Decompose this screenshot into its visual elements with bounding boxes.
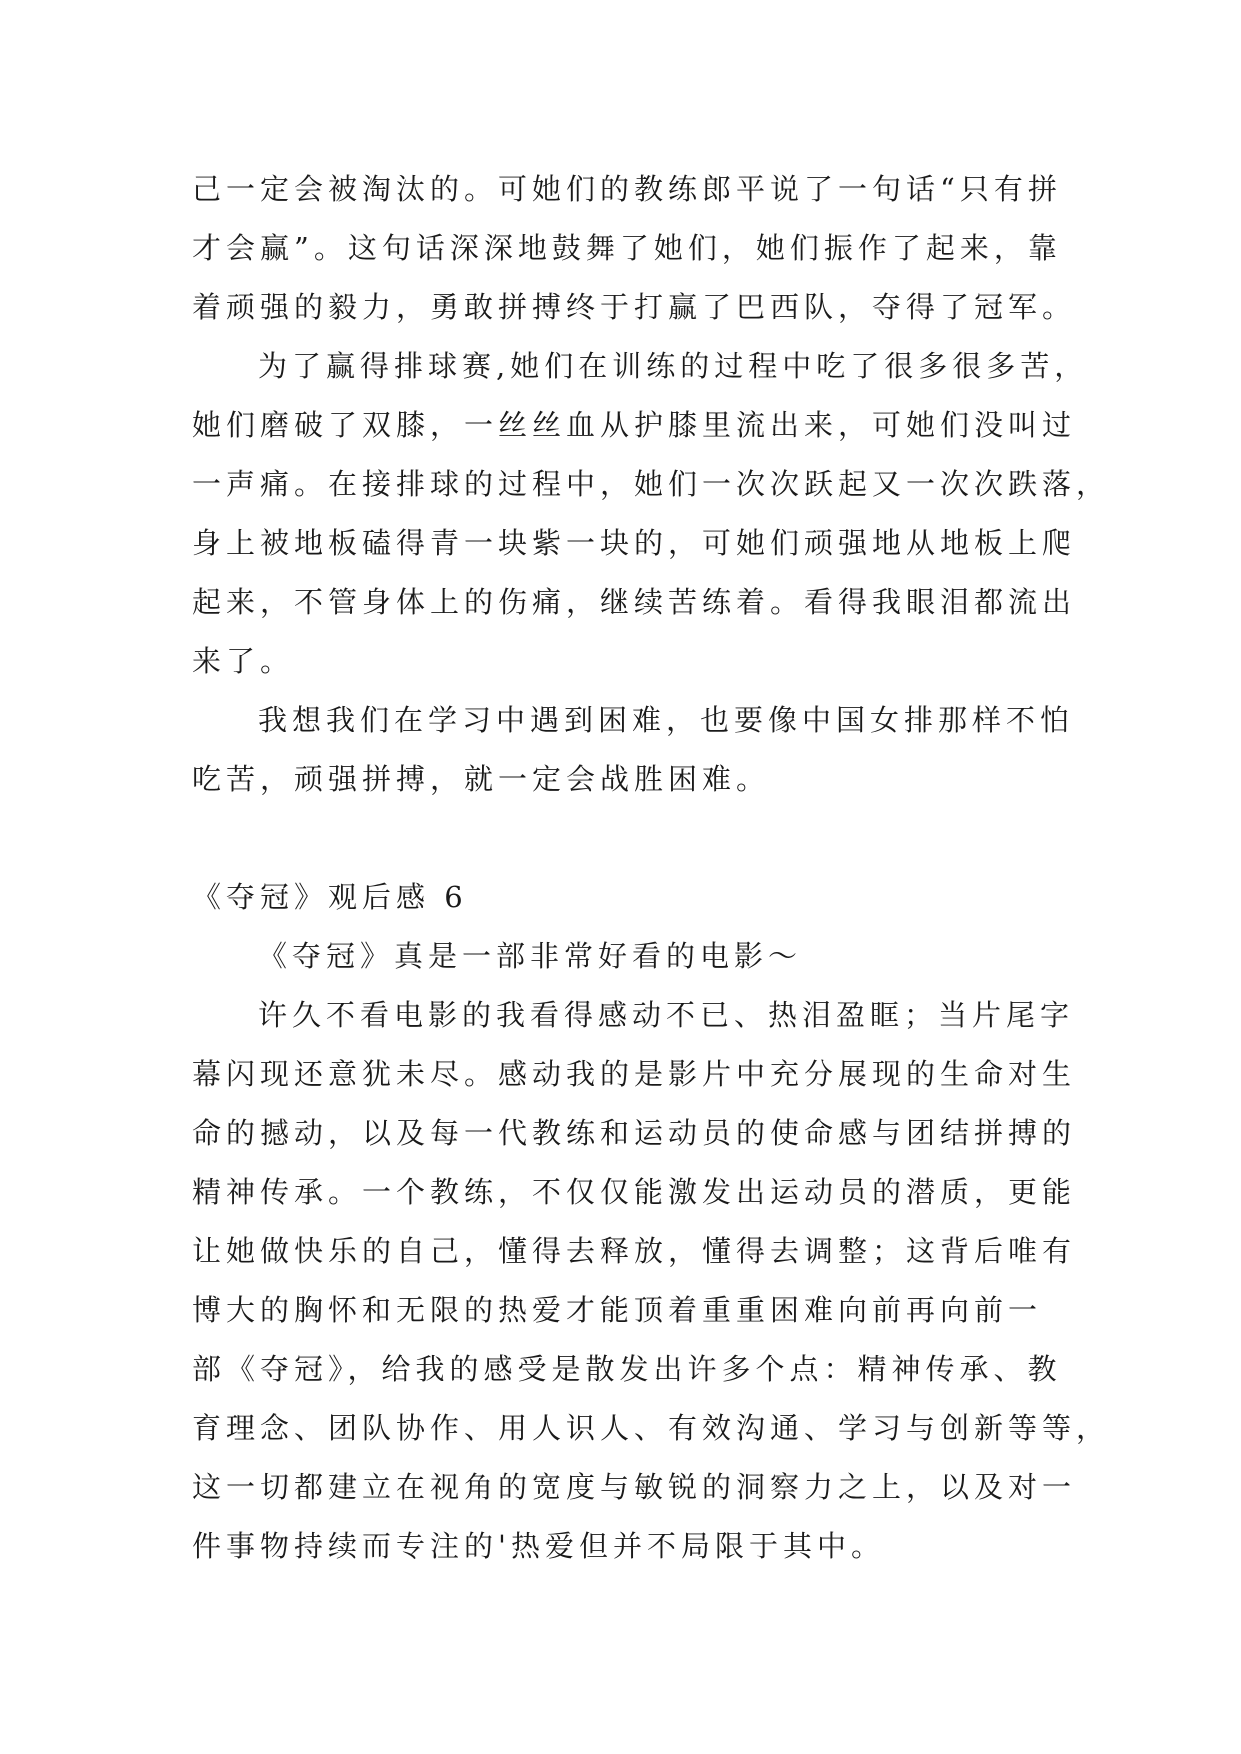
body-text-line: 让她做快乐的自己，懂得去释放，懂得去调整；这背后唯有: [192, 1234, 1077, 1268]
paragraph-start-line: 许久不看电影的我看得感动不已、热泪盈眶；当片尾字: [258, 998, 1075, 1032]
body-text-line: 才会赢”。这句话深深地鼓舞了她们，她们振作了起来，靠: [192, 231, 1062, 265]
body-text-line: 吃苦，顽强拼搏，就一定会战胜困难。: [192, 762, 771, 796]
paragraph-start-line: 为了赢得排球赛,她们在训练的过程中吃了很多很多苦，: [258, 349, 1089, 383]
body-text-line: 这一切都建立在视角的宽度与敏锐的洞察力之上，以及对一: [192, 1470, 1077, 1504]
paragraph-start-line: 我想我们在学习中遇到困难，也要像中国女排那样不怕: [258, 703, 1075, 737]
body-text-line: 一声痛。在接排球的过程中，她们一次次跃起又一次次跌落，: [192, 467, 1111, 501]
body-text-line: 育理念、团队协作、用人识人、有效沟通、学习与创新等等，: [192, 1411, 1111, 1445]
paragraph-start-line: 《夺冠》真是一部非常好看的电影～: [258, 939, 803, 973]
body-text-line: 她们磨破了双膝，一丝丝血从护膝里流出来，可她们没叫过: [192, 408, 1077, 442]
body-text-line: 己一定会被淘汰的。可她们的教练郎平说了一句话“只有拼: [192, 172, 1062, 206]
body-text-line: 部《夺冠》，给我的感受是散发出许多个点：精神传承、教: [192, 1352, 1062, 1386]
body-text-line: 着顽强的毅力，勇敢拼搏终于打赢了巴西队，夺得了冠军。: [192, 290, 1077, 324]
body-text-line: 命的撼动，以及每一代教练和运动员的使命感与团结拼搏的: [192, 1116, 1077, 1150]
body-text-line: 博大的胸怀和无限的热爱才能顶着重重困难向前再向前一: [192, 1293, 1043, 1327]
body-text-line: 幕闪现还意犹未尽。感动我的是影片中充分展现的生命对生: [192, 1057, 1077, 1091]
body-text-line: 精神传承。一个教练，不仅仅能激发出运动员的潜质，更能: [192, 1175, 1077, 1209]
body-text-line: 起来，不管身体上的伤痛，继续苦练着。看得我眼泪都流出: [192, 585, 1077, 619]
body-text-line: 来了。: [192, 644, 295, 678]
body-text-line: 件事物持续而专注的'热爱但并不局限于其中。: [192, 1529, 885, 1563]
body-text-line: 身上被地板磕得青一块紫一块的，可她们顽强地从地板上爬: [192, 526, 1077, 560]
section-heading: 《夺冠》观后感 6: [192, 880, 468, 914]
